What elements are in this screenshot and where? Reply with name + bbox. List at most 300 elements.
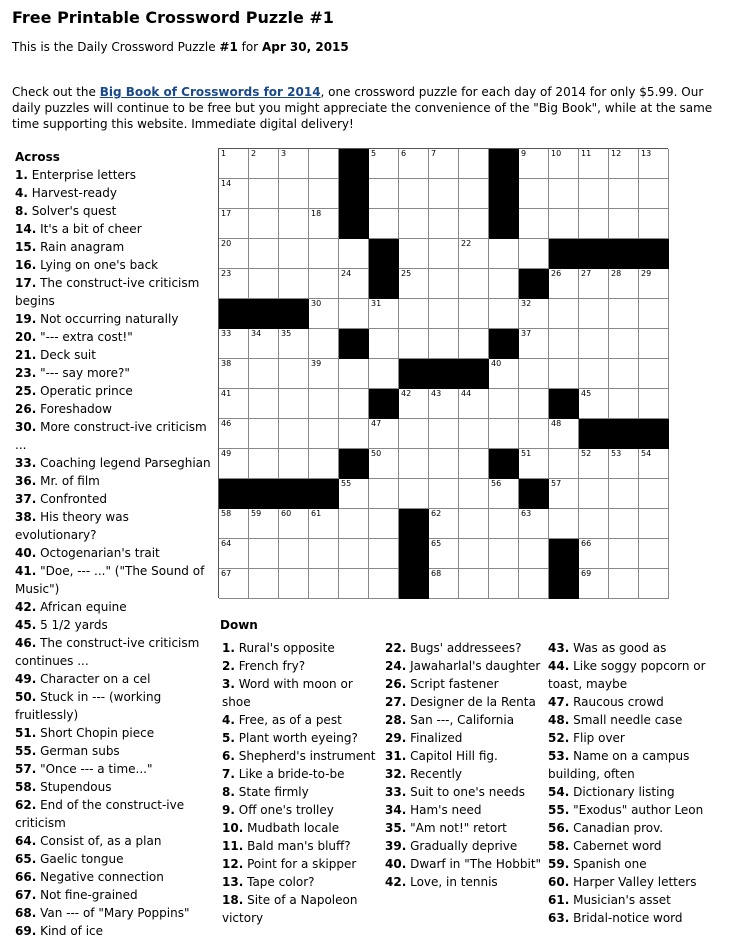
grid-cell[interactable] — [519, 509, 549, 539]
across-clues — [15, 148, 211, 940]
grid-cell[interactable] — [399, 299, 429, 329]
cell-number: 13 — [641, 149, 652, 158]
cell-number: 35 — [281, 329, 292, 338]
promo-lead: Check out the — [12, 85, 100, 99]
grid-block — [429, 359, 459, 389]
grid-cell[interactable] — [489, 419, 519, 449]
grid-cell[interactable] — [459, 539, 489, 569]
grid-cell[interactable] — [309, 539, 339, 569]
grid-cell[interactable] — [399, 269, 429, 299]
clue-text: Name on a campus building, often — [548, 749, 690, 781]
grid-cell[interactable] — [309, 419, 339, 449]
cell-number: 54 — [641, 449, 652, 458]
grid-cell[interactable] — [429, 419, 459, 449]
cell-number: 39 — [311, 359, 322, 368]
grid-cell[interactable] — [429, 389, 459, 419]
grid-cell[interactable] — [339, 419, 369, 449]
grid-cell[interactable] — [309, 299, 339, 329]
grid-cell[interactable] — [219, 149, 249, 179]
grid-cell[interactable] — [459, 389, 489, 419]
grid-cell[interactable] — [369, 419, 399, 449]
clue-item — [15, 598, 211, 616]
grid-cell[interactable] — [249, 179, 279, 209]
clue-item — [15, 400, 211, 418]
clue-number: 47. — [548, 695, 570, 709]
grid-cell[interactable] — [249, 269, 279, 299]
grid-cell[interactable] — [549, 509, 579, 539]
clue-item — [385, 801, 543, 819]
grid-cell[interactable] — [459, 419, 489, 449]
grid-cell[interactable] — [549, 359, 579, 389]
cell-number: 60 — [281, 509, 292, 518]
grid-cell[interactable] — [429, 149, 459, 179]
clue-item — [548, 837, 728, 855]
grid-cell[interactable] — [639, 179, 669, 209]
grid-cell[interactable] — [399, 479, 429, 509]
cell-number: 68 — [431, 569, 442, 578]
clue-item — [222, 837, 380, 855]
grid-cell[interactable] — [519, 419, 549, 449]
grid-cell[interactable] — [309, 269, 339, 299]
grid-cell[interactable] — [459, 509, 489, 539]
grid-cell[interactable] — [339, 299, 369, 329]
clue-text: Plant worth eyeing? — [238, 731, 358, 745]
grid-cell[interactable] — [489, 569, 519, 599]
grid-cell[interactable] — [339, 389, 369, 419]
grid-cell[interactable] — [519, 359, 549, 389]
grid-block — [339, 449, 369, 479]
clue-text: Designer de la Renta — [410, 695, 536, 709]
grid-cell[interactable] — [219, 359, 249, 389]
grid-cell[interactable] — [489, 269, 519, 299]
grid-cell[interactable] — [279, 419, 309, 449]
grid-cell[interactable] — [249, 149, 279, 179]
grid-cell[interactable] — [279, 569, 309, 599]
grid-cell[interactable] — [249, 539, 279, 569]
across-clue-list — [15, 166, 211, 940]
grid-cell[interactable] — [549, 179, 579, 209]
grid-cell[interactable] — [519, 449, 549, 479]
grid-cell[interactable] — [459, 329, 489, 359]
cell-number: 61 — [311, 509, 322, 518]
grid-cell[interactable] — [609, 149, 639, 179]
grid-cell[interactable] — [429, 539, 459, 569]
cell-number: 21 — [371, 239, 382, 248]
grid-cell[interactable] — [279, 269, 309, 299]
grid-block — [279, 299, 309, 329]
clue-text: "--- extra cost!" — [40, 330, 133, 344]
grid-cell[interactable] — [609, 209, 639, 239]
clue-text: Negative connection — [40, 870, 164, 884]
grid-cell[interactable] — [279, 509, 309, 539]
clue-number: 65. — [15, 852, 37, 866]
grid-cell[interactable] — [609, 359, 639, 389]
clue-item — [548, 747, 728, 783]
grid-cell[interactable] — [219, 419, 249, 449]
grid-cell[interactable] — [489, 509, 519, 539]
grid-cell[interactable] — [519, 329, 549, 359]
clue-number: 20. — [15, 330, 37, 344]
grid-cell[interactable] — [249, 419, 279, 449]
grid-cell[interactable] — [249, 209, 279, 239]
grid-cell[interactable] — [249, 359, 279, 389]
clue-item — [15, 670, 211, 688]
grid-cell[interactable] — [279, 239, 309, 269]
grid-cell[interactable] — [429, 329, 459, 359]
grid-cell[interactable] — [519, 569, 549, 599]
grid-cell[interactable] — [309, 209, 339, 239]
grid-cell[interactable] — [399, 149, 429, 179]
grid-cell[interactable] — [339, 239, 369, 269]
grid-cell[interactable] — [459, 569, 489, 599]
cell-number: 49 — [221, 449, 232, 458]
grid-cell[interactable] — [339, 509, 369, 539]
clue-item — [548, 909, 728, 927]
clue-item — [222, 819, 380, 837]
grid-cell[interactable] — [249, 449, 279, 479]
grid-block — [369, 239, 399, 269]
grid-cell[interactable] — [519, 209, 549, 239]
grid-cell[interactable] — [309, 239, 339, 269]
clue-text: Off one's trolley — [238, 803, 334, 817]
grid-cell[interactable] — [219, 209, 249, 239]
grid-cell[interactable] — [489, 479, 519, 509]
cell-number: 14 — [221, 179, 232, 188]
grid-cell[interactable] — [459, 449, 489, 479]
grid-cell[interactable] — [549, 449, 579, 479]
grid-cell[interactable] — [639, 149, 669, 179]
clue-number: 33. — [15, 456, 37, 470]
grid-cell[interactable] — [369, 449, 399, 479]
grid-cell[interactable] — [429, 479, 459, 509]
cell-number: 41 — [221, 389, 232, 398]
grid-cell[interactable] — [579, 149, 609, 179]
grid-cell[interactable] — [609, 449, 639, 479]
clue-text: Dwarf in "The Hobbit" — [410, 857, 542, 871]
clue-item — [15, 202, 211, 220]
grid-cell[interactable] — [489, 359, 519, 389]
clue-number: 35. — [385, 821, 407, 835]
clue-number: 48. — [548, 713, 570, 727]
grid-cell[interactable] — [579, 479, 609, 509]
clue-number: 67. — [15, 888, 37, 902]
grid-cell[interactable] — [609, 179, 639, 209]
grid-cell[interactable] — [219, 569, 249, 599]
grid-cell[interactable] — [489, 539, 519, 569]
grid-cell[interactable] — [309, 449, 339, 479]
grid-cell[interactable] — [519, 239, 549, 269]
clue-item — [385, 747, 543, 765]
clue-item — [15, 346, 211, 364]
cell-number: 29 — [641, 269, 652, 278]
grid-cell[interactable] — [249, 329, 279, 359]
grid-cell[interactable] — [549, 209, 579, 239]
grid-cell[interactable] — [639, 389, 669, 419]
clue-item — [385, 729, 543, 747]
grid-cell[interactable] — [429, 239, 459, 269]
clue-text: Finalized — [410, 731, 463, 745]
grid-cell[interactable] — [519, 149, 549, 179]
grid-cell[interactable] — [369, 329, 399, 359]
grid-cell[interactable] — [369, 359, 399, 389]
grid-cell[interactable] — [639, 299, 669, 329]
page-title: Free Printable Crossword Puzzle #1 — [12, 8, 334, 27]
clue-text: French fry? — [238, 659, 306, 673]
grid-cell[interactable] — [369, 149, 399, 179]
promo-rest: , one crossword puzzle for each day of 2014 for only $5.99. Our daily puzzles will continue to be free but you might appreciate the convenience of the "Big Book", while at the same time supporting this website. Immediate digital delivery! — [12, 85, 713, 131]
grid-cell[interactable] — [309, 389, 339, 419]
grid-cell[interactable] — [429, 509, 459, 539]
grid-cell[interactable] — [639, 509, 669, 539]
grid-cell[interactable] — [579, 179, 609, 209]
grid-cell[interactable] — [399, 179, 429, 209]
clue-number: 39. — [385, 839, 407, 853]
grid-cell[interactable] — [639, 569, 669, 599]
cell-number: 44 — [461, 389, 472, 398]
grid-cell[interactable] — [579, 569, 609, 599]
grid-cell[interactable] — [249, 389, 279, 419]
clue-number: 68. — [15, 906, 37, 920]
grid-cell[interactable] — [279, 539, 309, 569]
clue-text: Stupendous — [40, 780, 112, 794]
grid-cell[interactable] — [309, 509, 339, 539]
cell-number: 51 — [521, 449, 532, 458]
clue-text: Spanish one — [573, 857, 647, 871]
grid-cell[interactable] — [399, 239, 429, 269]
cell-number: 42 — [401, 389, 412, 398]
grid-cell[interactable] — [369, 539, 399, 569]
clue-item — [385, 693, 543, 711]
grid-block — [459, 359, 489, 389]
grid-cell[interactable] — [279, 329, 309, 359]
clue-item — [548, 783, 728, 801]
grid-cell[interactable] — [549, 479, 579, 509]
grid-cell[interactable] — [489, 299, 519, 329]
clue-item — [222, 639, 380, 657]
grid-cell[interactable] — [339, 539, 369, 569]
grid-cell[interactable] — [639, 209, 669, 239]
grid-cell[interactable] — [219, 269, 249, 299]
clue-text: The construct-ive criticism continues ... — [15, 636, 200, 668]
clue-text: Kind of ice — [40, 924, 104, 938]
grid-cell[interactable] — [279, 209, 309, 239]
grid-cell[interactable] — [639, 539, 669, 569]
grid-cell[interactable] — [339, 569, 369, 599]
grid-cell[interactable] — [219, 539, 249, 569]
grid-cell[interactable] — [369, 479, 399, 509]
grid-cell[interactable] — [609, 389, 639, 419]
grid-cell[interactable] — [279, 179, 309, 209]
clue-number: 44. — [548, 659, 570, 673]
grid-cell[interactable] — [579, 329, 609, 359]
grid-cell[interactable] — [639, 449, 669, 479]
grid-cell[interactable] — [279, 389, 309, 419]
clue-text: Not fine-grained — [40, 888, 138, 902]
clue-number: 33. — [385, 785, 407, 799]
grid-block — [579, 419, 609, 449]
grid-cell[interactable] — [249, 569, 279, 599]
clue-item — [222, 765, 380, 783]
grid-cell[interactable] — [429, 179, 459, 209]
clue-text: Capitol Hill fig. — [410, 749, 498, 763]
clue-text: Musician's asset — [573, 893, 671, 907]
grid-cell[interactable] — [309, 359, 339, 389]
grid-cell[interactable] — [519, 179, 549, 209]
grid-cell[interactable] — [459, 479, 489, 509]
grid-cell[interactable] — [579, 269, 609, 299]
grid-cell[interactable] — [339, 359, 369, 389]
clue-text: The construct-ive criticism begins — [15, 276, 200, 308]
clue-text: Van --- of "Mary Poppins" — [40, 906, 190, 920]
grid-cell[interactable] — [609, 539, 639, 569]
clue-text: "Once --- a time..." — [40, 762, 153, 776]
grid-cell[interactable] — [609, 569, 639, 599]
clue-number: 55. — [548, 803, 570, 817]
clue-text: Foreshadow — [40, 402, 112, 416]
grid-cell[interactable] — [399, 389, 429, 419]
grid-cell[interactable] — [609, 269, 639, 299]
grid-cell[interactable] — [489, 389, 519, 419]
clue-item — [15, 850, 211, 868]
grid-cell[interactable] — [219, 389, 249, 419]
grid-cell[interactable] — [639, 359, 669, 389]
clue-text: Coaching legend Parseghian — [40, 456, 211, 470]
clue-number: 58. — [548, 839, 570, 853]
clue-item — [548, 711, 728, 729]
clue-text: Recently — [410, 767, 463, 781]
grid-cell[interactable] — [369, 299, 399, 329]
grid-cell[interactable] — [219, 509, 249, 539]
grid-cell[interactable] — [339, 479, 369, 509]
grid-cell[interactable] — [249, 509, 279, 539]
grid-block — [519, 269, 549, 299]
clue-text: Raucous crowd — [573, 695, 664, 709]
cell-number: 27 — [581, 269, 592, 278]
clue-text: Bugs' addressees? — [410, 641, 522, 655]
grid-cell[interactable] — [459, 239, 489, 269]
clue-item — [15, 796, 211, 832]
grid-cell[interactable] — [459, 209, 489, 239]
clue-number: 16. — [15, 258, 37, 272]
grid-cell[interactable] — [249, 239, 279, 269]
grid-cell[interactable] — [459, 269, 489, 299]
grid-cell[interactable] — [309, 179, 339, 209]
grid-cell[interactable] — [609, 329, 639, 359]
grid-cell[interactable] — [459, 149, 489, 179]
grid-block — [399, 359, 429, 389]
clue-item — [222, 711, 380, 729]
grid-cell[interactable] — [309, 569, 339, 599]
clue-item — [222, 891, 380, 927]
grid-cell[interactable] — [429, 299, 459, 329]
grid-cell[interactable] — [579, 389, 609, 419]
clue-item — [15, 922, 211, 940]
grid-block — [549, 389, 579, 419]
cell-number: 26 — [551, 269, 562, 278]
clue-number: 24. — [385, 659, 407, 673]
cell-number: 8 — [491, 149, 497, 158]
clue-text: Canadian prov. — [573, 821, 664, 835]
cell-number: 65 — [431, 539, 442, 548]
grid-cell[interactable] — [579, 539, 609, 569]
grid-block — [639, 239, 669, 269]
grid-cell[interactable] — [429, 569, 459, 599]
grid-cell[interactable] — [459, 179, 489, 209]
grid-cell[interactable] — [549, 329, 579, 359]
clue-item — [15, 742, 211, 760]
clue-item — [15, 166, 211, 184]
clue-text: Small needle case — [573, 713, 683, 727]
puzzle-number: #1 — [219, 40, 238, 54]
grid-cell[interactable] — [279, 449, 309, 479]
clue-text: Lying on one's back — [40, 258, 159, 272]
grid-cell[interactable] — [609, 299, 639, 329]
grid-cell[interactable] — [279, 359, 309, 389]
grid-cell[interactable] — [639, 479, 669, 509]
grid-cell[interactable] — [549, 149, 579, 179]
grid-cell[interactable] — [369, 209, 399, 239]
grid-cell[interactable] — [369, 509, 399, 539]
grid-cell[interactable] — [519, 299, 549, 329]
grid-cell[interactable] — [369, 569, 399, 599]
grid-cell[interactable] — [459, 299, 489, 329]
grid-cell[interactable] — [309, 329, 339, 359]
down-clues-column-3 — [548, 639, 728, 927]
grid-cell[interactable] — [519, 389, 549, 419]
grid-cell[interactable] — [549, 419, 579, 449]
grid-cell[interactable] — [639, 269, 669, 299]
clue-number: 36. — [15, 474, 37, 488]
clue-item — [548, 855, 728, 873]
grid-cell[interactable] — [399, 209, 429, 239]
grid-cell[interactable] — [399, 419, 429, 449]
grid-cell[interactable] — [639, 329, 669, 359]
clue-item — [15, 184, 211, 202]
grid-cell[interactable] — [579, 299, 609, 329]
clue-number: 63. — [548, 911, 570, 925]
grid-cell[interactable] — [219, 179, 249, 209]
grid-cell[interactable] — [309, 149, 339, 179]
grid-cell[interactable] — [219, 329, 249, 359]
grid-cell[interactable] — [609, 479, 639, 509]
grid-cell[interactable] — [219, 239, 249, 269]
grid-cell[interactable] — [549, 299, 579, 329]
grid-cell[interactable] — [279, 149, 309, 179]
grid-block — [579, 239, 609, 269]
grid-cell[interactable] — [609, 509, 639, 539]
grid-cell[interactable] — [489, 239, 519, 269]
grid-cell[interactable] — [579, 449, 609, 479]
grid-cell[interactable] — [429, 449, 459, 479]
grid-cell[interactable] — [579, 509, 609, 539]
grid-cell[interactable] — [519, 539, 549, 569]
grid-cell[interactable] — [579, 209, 609, 239]
grid-cell[interactable] — [579, 359, 609, 389]
grid-cell[interactable] — [399, 449, 429, 479]
grid-cell[interactable] — [549, 269, 579, 299]
clue-item — [548, 729, 728, 747]
grid-cell[interactable] — [219, 449, 249, 479]
grid-cell[interactable] — [399, 329, 429, 359]
cell-number: 36 — [341, 329, 352, 338]
big-book-link[interactable]: Big Book of Crosswords for 2014 — [99, 85, 321, 99]
clue-number: 64. — [15, 834, 37, 848]
grid-cell[interactable] — [429, 209, 459, 239]
grid-cell[interactable] — [429, 269, 459, 299]
grid-cell[interactable] — [369, 179, 399, 209]
cell-number: 6 — [401, 149, 407, 158]
grid-cell[interactable] — [339, 269, 369, 299]
